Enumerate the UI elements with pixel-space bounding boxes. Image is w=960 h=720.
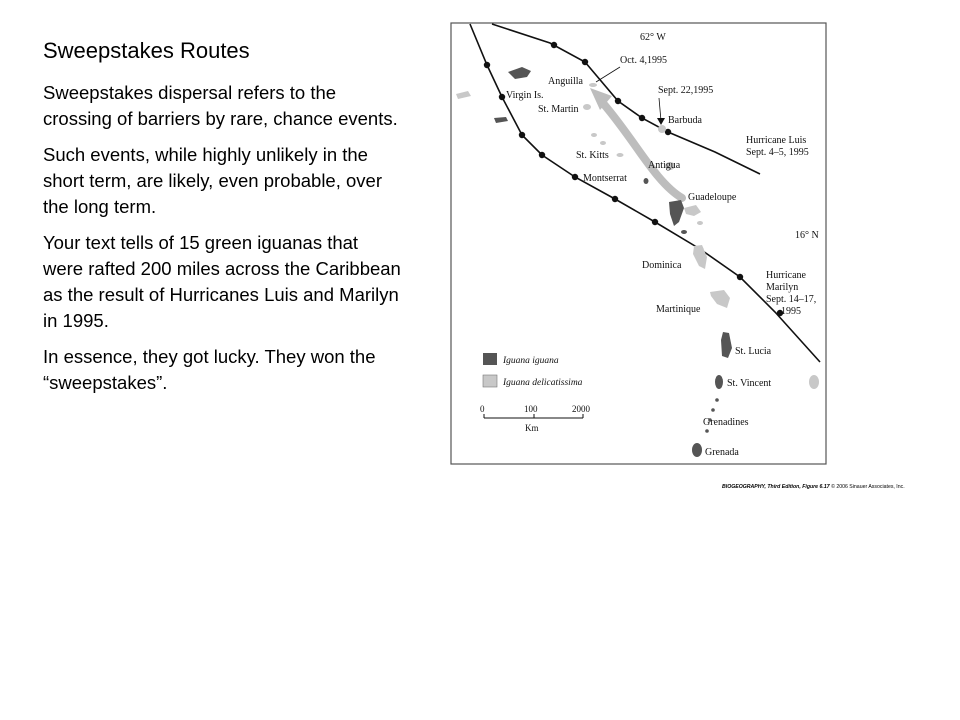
hurricane-luis-dates: Sept. 4–5, 1995 <box>746 147 809 158</box>
legend-iguana-delicatissima: Iguana delicatissima <box>503 378 583 388</box>
hurricane-marilyn-name2: Marilyn <box>766 282 799 293</box>
label-grenada: Grenada <box>705 447 739 458</box>
label-martinique: Martinique <box>656 304 701 315</box>
label-st-vincent: St. Vincent <box>727 378 772 389</box>
label-virgin-islands: Virgin Is. <box>506 90 544 101</box>
scale-unit: Km <box>525 423 539 433</box>
paragraph-1: Sweepstakes dispersal refers to the crossing of barriers by rare, chance events. <box>43 82 398 130</box>
slide-title: Sweepstakes Routes <box>43 38 250 63</box>
longitude-label: 62° W <box>640 32 666 43</box>
scale-tick-0: 0 <box>480 404 485 414</box>
paragraph-4: In essence, they got lucky. They won the “sweepstakes”. <box>43 346 376 394</box>
hurricane-marilyn-name: Hurricane <box>766 270 806 281</box>
label-antigua: Antigua <box>648 160 681 171</box>
legend-swatch-iguana-delicatissima <box>483 375 497 387</box>
label-barbuda: Barbuda <box>668 115 702 126</box>
date-sept22-label: Sept. 22,1995 <box>658 85 714 96</box>
label-st-martin: St. Martin <box>538 104 579 115</box>
label-grenadines: Grenadines <box>703 417 749 428</box>
legend-iguana-iguana: Iguana iguana <box>503 356 559 366</box>
label-anguilla: Anguilla <box>548 76 583 87</box>
hurricane-marilyn-dates: Sept. 14–17, <box>766 294 817 305</box>
caption-book: BIOGEOGRAPHY, Third Edition, Figure 6.17 <box>722 484 830 490</box>
label-guadeloupe: Guadeloupe <box>688 192 737 203</box>
figure-caption <box>722 484 905 490</box>
text-column <box>43 38 403 406</box>
label-st-kitts: St. Kitts <box>576 150 609 161</box>
paragraph-2: Such events, while highly unlikely in the short term, are likely, even probable, over the long term. <box>43 144 382 218</box>
date-oct4-label: Oct. 4,1995 <box>620 55 667 66</box>
hurricane-marilyn-year: 1995 <box>781 306 801 317</box>
caption-copyright: © 2006 Sinauer Associates, Inc. <box>831 484 905 490</box>
label-dominica: Dominica <box>642 260 682 271</box>
scale-tick-100: 100 <box>524 404 538 414</box>
label-montserrat: Montserrat <box>583 173 627 184</box>
scale-tick-2000: 2000 <box>572 404 590 414</box>
legend-swatch-iguana-iguana <box>483 353 497 365</box>
latitude-label: 16° N <box>795 230 819 241</box>
paragraph-3: Your text tells of 15 green iguanas that were rafted 200 miles across the Caribbean as the result of Hurricanes Luis and Marilyn in 1995. <box>43 232 401 332</box>
label-st-lucia: St. Lucia <box>735 346 772 357</box>
hurricane-luis-name: Hurricane Luis <box>746 135 807 146</box>
hurricane-map-figure <box>450 22 830 466</box>
